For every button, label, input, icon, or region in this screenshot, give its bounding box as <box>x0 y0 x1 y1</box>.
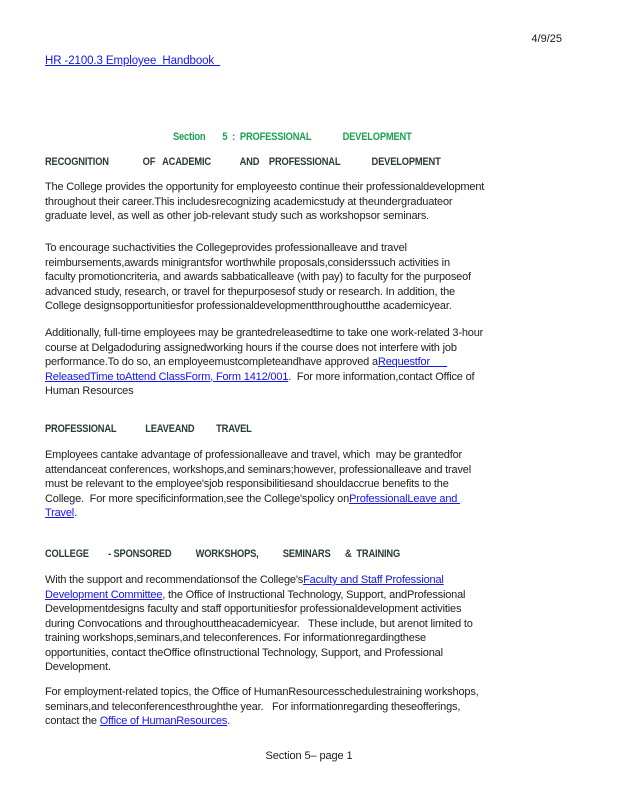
employment-topics-paragraph <box>45 685 479 729</box>
text-segment: To encourage suchactivities the Collegeprovides professionalleave and travel <box>45 242 407 254</box>
text-line <box>45 700 479 715</box>
text-segment: reimbursements,awards minigrantsfor worthwhile proposals,considerssuch activities in <box>45 256 450 269</box>
text-line <box>45 341 483 356</box>
office-of-human-resources-link[interactable]: Office of HumanResources <box>99 715 228 727</box>
text-line <box>45 256 471 271</box>
text-line <box>45 241 471 256</box>
text-segment: , the Office of Instructional Technology, Support, andProfessional <box>162 588 466 601</box>
text-line <box>45 180 484 195</box>
text-line <box>45 588 473 603</box>
text-segment: College designsopportunitiesfor professionaldevelopmentthroughoutthe academicyear. <box>45 300 452 312</box>
heading-professional-leave-travel: PROFESSIONAL LEAVEAND TRAVEL <box>45 423 252 435</box>
text-segment: opportunities, contact theOffice ofInstructional Technology, Support, and Professional <box>45 646 443 659</box>
text-line <box>45 326 483 341</box>
text-line <box>45 660 473 675</box>
text-segment: training workshops,seminars,and teleconferences. For informationregardingthese <box>45 632 426 644</box>
text-segment: Additionally, full-time employees may be grantedreleasedtime to take one work-related 3-hour <box>45 327 484 339</box>
page-footer: Section 5– page 1 <box>265 750 353 762</box>
text-segment: faculty promotioncriteria, and awards sabbaticalleave (with pay) to faculty for the purposeof <box>45 271 471 283</box>
date-stamp: 4/9/25 <box>531 33 562 45</box>
college-sponsored-paragraph <box>45 573 473 675</box>
faculty-staff-committee-link[interactable]: Development Committee <box>45 588 163 601</box>
text-segment: contact the <box>45 715 100 727</box>
text-line <box>45 506 471 521</box>
intro-paragraph <box>45 180 484 224</box>
text-line <box>45 299 471 314</box>
text-line <box>45 195 484 210</box>
text-segment: With the support and recommendationsof the College's <box>45 574 304 586</box>
released-time-paragraph <box>45 326 483 399</box>
text-line <box>45 285 471 300</box>
text-segment: . <box>74 507 77 519</box>
text-segment: Employees cantake advantage of professionalleave and travel, which may be grantedfor <box>45 449 463 461</box>
text-line <box>45 209 484 224</box>
text-segment: during Convocations and throughouttheacademicyear. These include, but arenot limited to <box>45 617 473 630</box>
text-line <box>45 477 471 492</box>
text-line <box>45 448 471 463</box>
handbook-header-link[interactable]: HR -2100.3 Employee Handbook <box>45 55 221 67</box>
text-segment: Human Resources <box>45 385 134 397</box>
heading-recognition: RECOGNITION OF ACADEMIC AND PROFESSIONAL DEVELOPMENT <box>45 156 441 168</box>
text-line <box>45 370 483 385</box>
text-line <box>45 617 473 632</box>
professional-leave-travel-link[interactable]: Travel <box>45 507 75 519</box>
faculty-staff-committee-link[interactable]: Faculty and Staff Professional <box>303 574 444 586</box>
text-line <box>45 492 471 507</box>
text-segment: graduate level, as well as other job-relevant study such as workshopsor seminars. <box>45 210 430 222</box>
text-line <box>45 384 483 399</box>
text-segment: course at Delgadoduring assignedworking hours if the course does not interfere with job <box>45 341 457 354</box>
text-segment: attendanceat conferences, workshops,and seminars;however, professionalleave and travel <box>45 463 472 476</box>
text-segment: must be relevant to the employee'sjob responsibilitiesand shouldaccrue benefits to the <box>45 478 449 490</box>
text-segment: College. For more specificinformation,see the College'spolicy on <box>45 492 350 505</box>
text-line <box>45 355 483 370</box>
professional-leave-travel-link[interactable]: ProfessionalLeave and <box>349 492 461 505</box>
text-segment: Development. <box>45 661 111 673</box>
text-segment: . <box>227 715 231 727</box>
request-released-time-form-link[interactable]: Requestfor <box>377 356 448 368</box>
text-line <box>45 714 479 729</box>
section-title: Section 5 : PROFESSIONAL DEVELOPMENT <box>173 131 412 143</box>
text-line <box>45 270 471 285</box>
text-segment: throughout their career.This includesrecognizing academicstudy at theundergraduateor <box>45 195 453 208</box>
text-line <box>45 602 473 617</box>
encourage-activities-paragraph <box>45 241 471 314</box>
request-released-time-form-link[interactable]: ReleasedTime toAttend ClassForm, Form 1412/001 <box>45 370 289 383</box>
professional-leave-paragraph <box>45 448 471 521</box>
text-segment: advanced study, research, or travel for thepurposesof study or research. In addition, the <box>45 285 455 298</box>
text-segment: performance.To do so, an employeemustcompleteandhave approved a <box>45 356 378 368</box>
text-line <box>45 646 473 661</box>
text-segment: seminars,and teleconferencesthroughthe year. For informationregarding theseofferings, <box>45 700 461 713</box>
text-line <box>45 685 479 700</box>
text-segment: For employment-related topics, the Office of HumanResourcesschedulestraining workshops, <box>45 686 479 698</box>
text-segment: The College provides the opportunity for employeesto continue their professionaldevelopment <box>45 181 485 193</box>
text-segment: Developmentdesigns faculty and staff opportunitiesfor professionaldevelopment activities <box>45 603 462 615</box>
text-line <box>45 573 473 588</box>
text-line <box>45 463 471 478</box>
text-line <box>45 631 473 646</box>
text-segment: . For more information,contact Office of <box>288 370 475 383</box>
heading-college-sponsored-workshops: COLLEGE - SPONSORED WORKSHOPS, SEMINARS & TRAINING <box>45 548 401 560</box>
